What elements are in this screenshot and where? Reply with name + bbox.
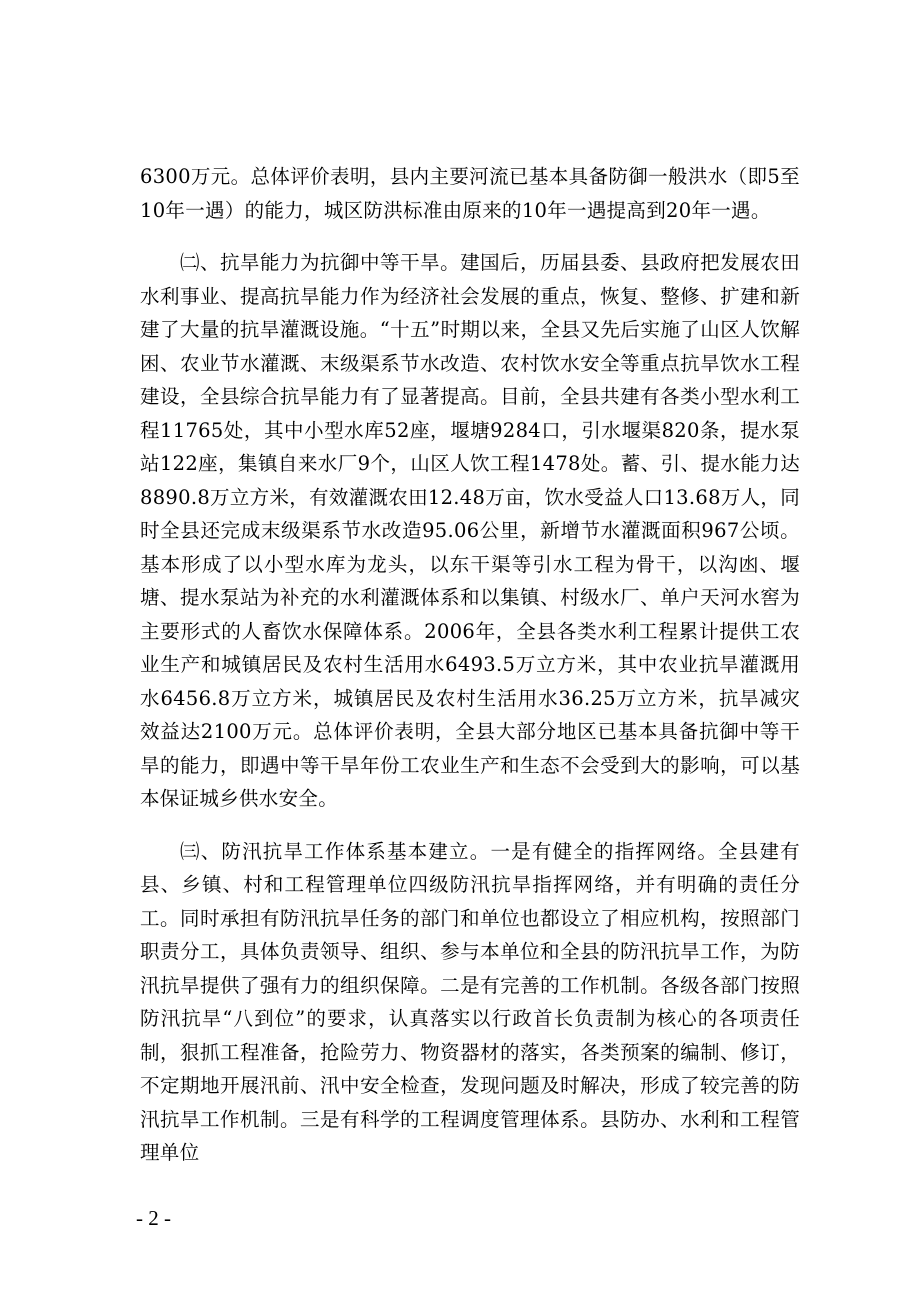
paragraph-gap [140,816,800,835]
paragraph-continuation: 6300万元。总体评价表明，县内主要河流已基本具备防御一般洪水（即5至10年一遇）的能力，城区防洪标准由原来的10年一遇提高到20年一遇。 [140,165,800,222]
paragraph-flood-drought-system: ㈢、防汛抗旱工作体系基本建立。一是有健全的指挥网络。全县建有县、乡镇、村和工程管理单位四级防汛抗旱指挥网络，并有明确的责任分工。同时承担有防汛抗旱任务的部门和单位也都设立了相应机构，按照部门职责分工，具体负责领导、组织、参与本单位和全县的防汛抗旱工作，为防汛抗旱提供了强有力的组织保障。二是有完善的工作机制。各级各部门按照防汛抗旱“八到位”的要求，认真落实以行政首长负责制为核心的各项责任制，狠抓工程准备，抢险劳力、物资器材的落实，各类预案的编制、修订，不定期地开展汛前、汛中安全检查，发现问题及时解决，形成了较完善的防汛抗旱工作机制。三是有科学的工程调度管理体系。县防办、水利和工程管理单位 [140,839,800,1164]
document-body [140,160,800,1170]
page-number: - 2 - [136,1206,171,1230]
paragraph-gap [140,227,800,246]
paragraph-drought-resistance: ㈡、抗旱能力为抗御中等干旱。建国后，历届县委、县政府把发展农田水利事业、提高抗旱能力作为经济社会发展的重点，恢复、整修、扩建和新建了大量的抗旱灌溉设施。“十五”时期以来，全县又先后实施了山区人饮解困、农业节水灌溉、末级渠系节水改造、农村饮水安全等重点抗旱饮水工程建设，全县综合抗旱能力有了显著提高。目前，全县共建有各类小型水利工程11765处，其中小型水库52座，堰塘9284口，引水堰渠820条，提水泵站122座，集镇自来水厂9个，山区人饮工程1478处。蓄、引、提水能力达8890.8万立方米，有效灌溉农田12.48万亩，饮水受益人口13.68万人，同时全县还完成末级渠系节水改造95.06公里，新增节水灌溉面积967公顷。基本形成了以小型水库为龙头，以东干渠等引水工程为骨干，以沟凼、堰塘、提水泵站为补充的水利灌溉体系和以集镇、村级水厂、单户天河水窖为主要形式的人畜饮水保障体系。2006年，全县各类水利工程累计提供工农业生产和城镇居民及农村生活用水6493.5万立方米，其中农业抗旱灌溉用水6456.8万立方米，城镇居民及农村生活用水36.25万立方米，抗旱减灾效益达2100万元。总体评价表明，全县大部分地区已基本具备抗御中等干旱的能力，即遇中等干旱年份工农业生产和生态不会受到大的影响，可以基本保证城乡供水安全。 [140,251,800,810]
